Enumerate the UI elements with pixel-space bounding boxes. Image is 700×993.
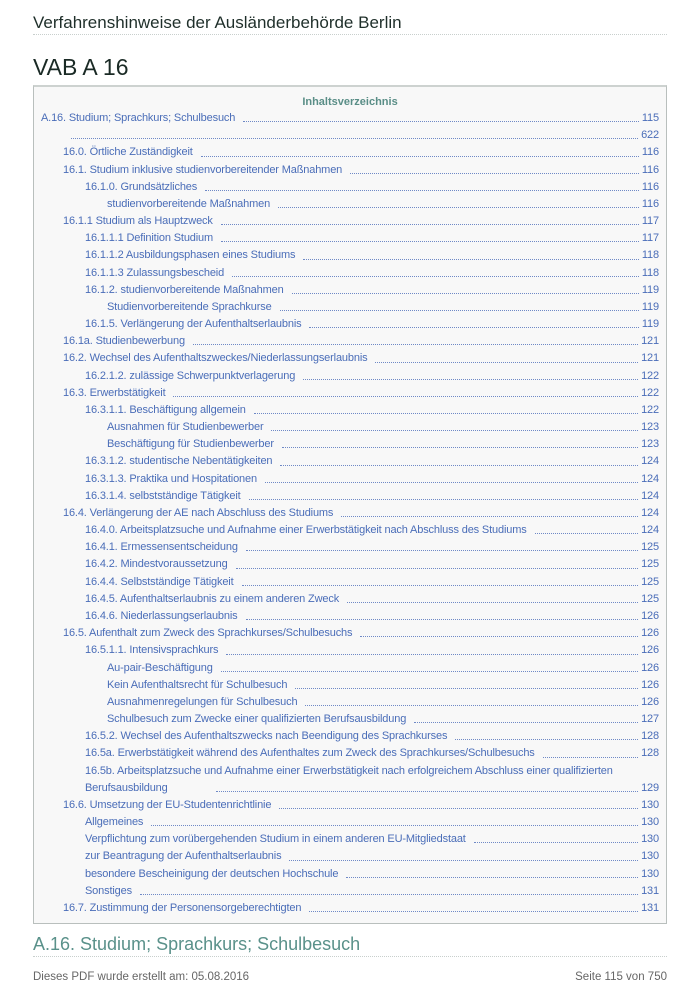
toc-entry-link[interactable]: besondere Bescheinigung der deutschen Hochschule <box>85 867 339 880</box>
toc-entry[interactable] <box>41 196 659 213</box>
toc-page-number[interactable]: 128 <box>641 730 659 743</box>
toc-entry-link[interactable]: Au-pair-Beschäftigung <box>107 661 213 674</box>
toc-page-number[interactable]: 124 <box>641 506 659 519</box>
toc-dots <box>221 224 639 225</box>
toc-dots <box>305 705 638 706</box>
toc-page-number[interactable]: 126 <box>641 678 659 691</box>
toc-entry-link[interactable]: Beschäftigung für Studienbewerber <box>107 438 274 451</box>
toc-page-number[interactable]: 121 <box>641 335 659 348</box>
toc-page-number[interactable]: 118 <box>641 266 659 279</box>
toc-page-number[interactable]: 123 <box>641 438 659 451</box>
toc-entry-link[interactable]: 16.4.4. Selbstständige Tätigkeit <box>85 575 234 588</box>
toc-entry[interactable] <box>41 350 659 367</box>
toc-title: Inhaltsverzeichnis <box>302 96 398 108</box>
toc-dots <box>280 465 638 466</box>
toc-entry-link[interactable]: 16.5a. Erwerbstätigkeit während des Aufenthaltes zum Zweck des Sprachkurses/Schulbesuchs <box>85 747 535 760</box>
toc-dots <box>243 121 639 122</box>
toc-entry[interactable] <box>41 179 659 196</box>
toc-page-number[interactable]: 124 <box>641 524 659 537</box>
toc-page-number[interactable]: 126 <box>641 644 659 657</box>
toc-dots <box>265 482 638 483</box>
toc-dots <box>226 654 638 655</box>
toc-dots <box>375 362 638 363</box>
toc-page-number[interactable]: 122 <box>641 403 659 416</box>
toc-dots <box>278 207 639 208</box>
toc-dots <box>173 396 638 397</box>
toc-entry-link[interactable]: 16.6. Umsetzung der EU-Studentenrichtlinie <box>63 798 272 811</box>
toc-entry[interactable] <box>41 144 659 161</box>
toc-entry-link[interactable]: 16.7. Zustimmung der Personensorgeberechtigten <box>63 901 302 914</box>
toc-dots <box>474 842 638 843</box>
toc-entry-link[interactable]: 16.0. Örtliche Zuständigkeit <box>63 146 193 159</box>
toc-entry-link[interactable]: 16.4.1. Ermessensentscheidung <box>85 541 238 554</box>
toc-page-number[interactable]: 116 <box>641 197 659 210</box>
toc-entry-link[interactable]: 16.5b. Arbeitsplatzsuche und Aufnahme einer Erwerbstätigkeit nach erfolgreichem Abschluss einer qualifizierten <box>85 764 613 777</box>
toc-page-number[interactable]: 125 <box>641 541 659 554</box>
toc-entry[interactable] <box>41 230 659 247</box>
toc-entry-link[interactable]: 16.4.5. Aufenthaltserlaubnis zu einem anderen Zweck <box>85 592 340 605</box>
toc-dots <box>289 860 638 861</box>
toc-dots <box>347 602 638 603</box>
toc-entry[interactable] <box>41 419 659 436</box>
toc-page-number[interactable]: 115 <box>641 112 659 124</box>
toc-entry-link[interactable]: Schulbesuch zum Zwecke einer qualifizierten Berufsausbildung <box>107 713 407 726</box>
toc-entry-link[interactable]: 16.1.0. Grundsätzliches <box>85 180 198 193</box>
toc-entry-link[interactable]: 16.3. Erwerbstätigkeit <box>63 386 166 399</box>
toc-entry[interactable] <box>41 333 659 350</box>
toc-entry[interactable] <box>41 797 659 814</box>
page-title: VAB A 16 <box>33 54 129 80</box>
toc-dots <box>279 808 638 809</box>
toc-entry-link[interactable]: Sonstiges <box>85 884 132 897</box>
toc-dots <box>71 138 638 139</box>
toc-entry-link[interactable]: 16.3.1.2. studentische Nebentätigkeiten <box>85 455 273 468</box>
toc-entry[interactable] <box>41 814 659 831</box>
toc-entry[interactable] <box>41 660 659 677</box>
toc-entry-link[interactable]: 16.1.1.2 Ausbildungsphasen eines Studiums <box>85 249 296 262</box>
toc-entry-link[interactable]: 16.2.1.2. zulässige Schwerpunktverlagerung <box>85 369 296 382</box>
toc-dots <box>295 688 638 689</box>
toc-entry[interactable] <box>41 247 659 264</box>
toc-entry-link[interactable]: 16.4.2. Mindestvoraussetzung <box>85 558 228 571</box>
toc-page-number[interactable]: 119 <box>641 318 659 331</box>
toc-entry-link[interactable]: 16.4. Verlängerung der AE nach Abschluss des Studiums <box>63 506 334 519</box>
toc-entry[interactable] <box>41 402 659 419</box>
toc-dots <box>201 156 639 157</box>
toc-entry[interactable] <box>41 282 659 299</box>
toc-entry[interactable] <box>41 866 659 883</box>
toc-entry[interactable] <box>41 694 659 711</box>
toc-page-number[interactable]: 131 <box>641 901 659 914</box>
toc-entry-link[interactable]: Kein Aufenthaltsrecht für Schulbesuch <box>107 678 288 691</box>
toc-entry[interactable] <box>41 505 659 522</box>
toc-entry-link[interactable]: 16.2. Wechsel des Aufenthaltszweckes/Niederlassungserlaubnis <box>63 352 368 365</box>
footer <box>33 969 667 993</box>
toc-dots <box>455 739 638 740</box>
toc-entry[interactable] <box>41 265 659 282</box>
toc-page-number[interactable]: 126 <box>641 695 659 708</box>
toc-page-number[interactable]: 125 <box>641 575 659 588</box>
toc-dots <box>341 516 638 517</box>
toc-entry-link[interactable]: Studienvorbereitende Sprachkurse <box>107 300 272 313</box>
toc-entry[interactable] <box>41 110 659 127</box>
footer-page-number: Seite 115 von 750 <box>575 971 667 984</box>
toc-dots <box>309 327 638 328</box>
toc-entry-link[interactable]: 16.1.5. Verlängerung der Aufenthaltserlaubnis <box>85 318 302 331</box>
toc-entry-continuation[interactable] <box>85 780 659 797</box>
toc-page-number[interactable]: 121 <box>641 352 659 365</box>
toc-entry-link[interactable]: 16.1.1.3 Zulassungsbescheid <box>85 266 225 279</box>
toc-entry[interactable] <box>41 368 659 385</box>
toc-dots <box>292 293 639 294</box>
toc-page-number[interactable]: 130 <box>641 833 659 846</box>
toc-page-number[interactable]: 117 <box>641 232 659 245</box>
toc-entry-link[interactable]: 16.4.0. Arbeitsplatzsuche und Aufnahme einer Erwerbstätigkeit nach Abschluss des Studiums <box>85 524 527 537</box>
toc-page-number[interactable]: 124 <box>641 455 659 468</box>
toc-dots <box>360 636 638 637</box>
toc-page-number[interactable]: 123 <box>641 421 659 434</box>
toc-entry[interactable] <box>41 522 659 539</box>
toc-entry[interactable] <box>41 625 659 642</box>
toc-dots <box>249 499 639 500</box>
toc-page-number[interactable]: 126 <box>641 609 659 622</box>
toc-entry[interactable] <box>41 453 659 470</box>
toc-page-number[interactable]: 130 <box>641 798 659 811</box>
toc-dots <box>280 310 639 311</box>
toc-entry-link[interactable]: zur Beantragung der Aufenthaltserlaubnis <box>85 850 282 863</box>
toc-entry[interactable] <box>41 883 659 900</box>
toc-dots <box>246 619 639 620</box>
toc-entry[interactable] <box>41 900 659 917</box>
toc-page-number[interactable]: 118 <box>641 249 659 262</box>
toc-dots <box>303 379 638 380</box>
toc-entry[interactable] <box>41 608 659 625</box>
toc-entry[interactable] <box>41 848 659 865</box>
toc-dots <box>221 671 638 672</box>
toc-page-number[interactable]: 126 <box>641 661 659 674</box>
toc-dots <box>140 894 638 895</box>
toc-dots <box>246 550 638 551</box>
toc-entry-link[interactable]: 16.3.1.3. Praktika und Hospitationen <box>85 472 257 485</box>
toc-entry-link[interactable]: 16.1.2. studienvorbereitende Maßnahmen <box>85 283 284 296</box>
toc-dots <box>350 173 639 174</box>
toc-entry-link[interactable]: studienvorbereitende Maßnahmen <box>107 197 271 210</box>
toc-page-number[interactable]: 116 <box>641 146 659 159</box>
toc-page-number[interactable]: 124 <box>641 472 659 485</box>
document-header: Verfahrenshinweise der Ausländerbehörde Berlin <box>33 13 402 32</box>
toc-entry-link[interactable]: 16.1.1.1 Definition Studium <box>85 232 214 245</box>
footer-created-date: Dieses PDF wurde erstellt am: 05.08.2016 <box>33 971 250 984</box>
toc-page-number[interactable]: 119 <box>641 300 659 313</box>
toc-entry[interactable] <box>41 642 659 659</box>
toc-entry-link[interactable]: 16.1. Studium inklusive studienvorbereitender Maßnahmen <box>63 163 343 176</box>
toc-entry-link[interactable]: Ausnahmen für Studienbewerber <box>107 421 264 434</box>
toc-page-number[interactable]: 129 <box>641 781 659 794</box>
toc-entry-link[interactable]: Ausnahmenregelungen für Schulbesuch <box>107 695 298 708</box>
toc-dots <box>236 568 639 569</box>
toc-entry[interactable] <box>41 213 659 230</box>
toc-entry-link[interactable]: 16.4.6. Niederlassungserlaubnis <box>85 609 238 622</box>
toc-entry-link[interactable]: 16.5. Aufenthalt zum Zweck des Sprachkurses/Schulbesuchs <box>63 627 353 640</box>
toc-dots <box>242 585 639 586</box>
toc-entry-link[interactable]: Verpflichtung zum vorübergehenden Studium in einem anderen EU-Mitgliedstaat <box>85 833 466 846</box>
table-of-contents <box>33 85 667 924</box>
toc-entry[interactable] <box>41 728 659 745</box>
toc-dots <box>346 877 638 878</box>
toc-page-number[interactable]: 116 <box>641 180 659 193</box>
toc-page-number[interactable]: 125 <box>641 558 659 571</box>
toc-entry[interactable] <box>41 488 659 505</box>
toc-entry[interactable] <box>41 574 659 591</box>
toc-page-number[interactable]: 127 <box>641 713 659 726</box>
header-divider <box>33 34 667 35</box>
toc-page-number[interactable]: 128 <box>641 747 659 760</box>
toc-list <box>41 110 659 917</box>
toc-page-number[interactable]: 122 <box>641 386 659 399</box>
toc-dots <box>216 791 638 792</box>
section-heading: A.16. Studium; Sprachkurs; Schulbesuch <box>33 934 361 955</box>
toc-page-number[interactable]: 130 <box>641 816 659 829</box>
toc-entry[interactable] <box>41 677 659 694</box>
toc-entry[interactable] <box>41 385 659 402</box>
toc-entry-link[interactable]: 16.3.1.1. Beschäftigung allgemein <box>85 403 246 416</box>
toc-dots <box>232 276 639 277</box>
toc-page-number[interactable]: 116 <box>641 163 659 176</box>
toc-entry[interactable] <box>41 556 659 573</box>
toc-entry-link[interactable]: 16.1.1 Studium als Hauptzweck <box>63 215 213 228</box>
toc-dots <box>151 825 638 826</box>
toc-dots <box>309 911 638 912</box>
toc-entry-link[interactable]: Allgemeines <box>85 816 144 829</box>
toc-entry-link[interactable]: 16.5.1.1. Intensivsprachkurs <box>85 644 219 657</box>
toc-entry-link-cont[interactable]: Berufsausbildung <box>85 781 168 794</box>
toc-entry-link[interactable]: 16.5.2. Wechsel des Aufenthaltszwecks nach Beendigung des Sprachkurses <box>85 730 448 743</box>
toc-entry[interactable] <box>41 539 659 556</box>
toc-dots <box>205 190 639 191</box>
section-divider <box>33 956 667 957</box>
toc-dots <box>535 533 639 534</box>
toc-page-number[interactable]: 117 <box>641 215 659 228</box>
toc-entry-link[interactable]: 16.3.1.4. selbstständige Tätigkeit <box>85 489 241 502</box>
toc-dots <box>543 757 638 758</box>
toc-page-number[interactable]: 122 <box>641 369 659 382</box>
toc-page-number[interactable]: 126 <box>641 627 659 640</box>
toc-page-number[interactable]: 130 <box>641 867 659 880</box>
toc-entry[interactable] <box>41 745 659 762</box>
toc-entry[interactable] <box>41 162 659 179</box>
toc-entry[interactable] <box>41 316 659 333</box>
toc-dots <box>221 241 639 242</box>
toc-entry[interactable] <box>41 299 659 316</box>
toc-dots <box>254 413 638 414</box>
toc-dots <box>193 344 638 345</box>
toc-entry[interactable] <box>41 591 659 608</box>
toc-page-number[interactable]: 130 <box>641 850 659 863</box>
toc-entry[interactable] <box>41 471 659 488</box>
toc-entry-link[interactable]: A.16. Studium; Sprachkurs; Schulbesuch <box>41 112 236 124</box>
toc-page-number[interactable]: 119 <box>641 283 659 296</box>
toc-page-number[interactable]: 131 <box>641 884 659 897</box>
toc-page-number[interactable]: 124 <box>641 489 659 502</box>
toc-entry[interactable] <box>41 711 659 728</box>
toc-dots <box>282 447 638 448</box>
toc-entry[interactable] <box>41 127 659 144</box>
toc-entry-link[interactable]: 16.1a. Studienbewerbung <box>63 335 185 348</box>
toc-entry[interactable] <box>41 831 659 848</box>
toc-page-number[interactable]: 125 <box>641 592 659 605</box>
toc-dots <box>414 722 638 723</box>
toc-dots <box>303 259 639 260</box>
toc-dots <box>271 430 638 431</box>
toc-entry[interactable] <box>41 436 659 453</box>
toc-entry[interactable] <box>41 763 659 797</box>
toc-page-number[interactable]: 622 <box>641 129 659 142</box>
